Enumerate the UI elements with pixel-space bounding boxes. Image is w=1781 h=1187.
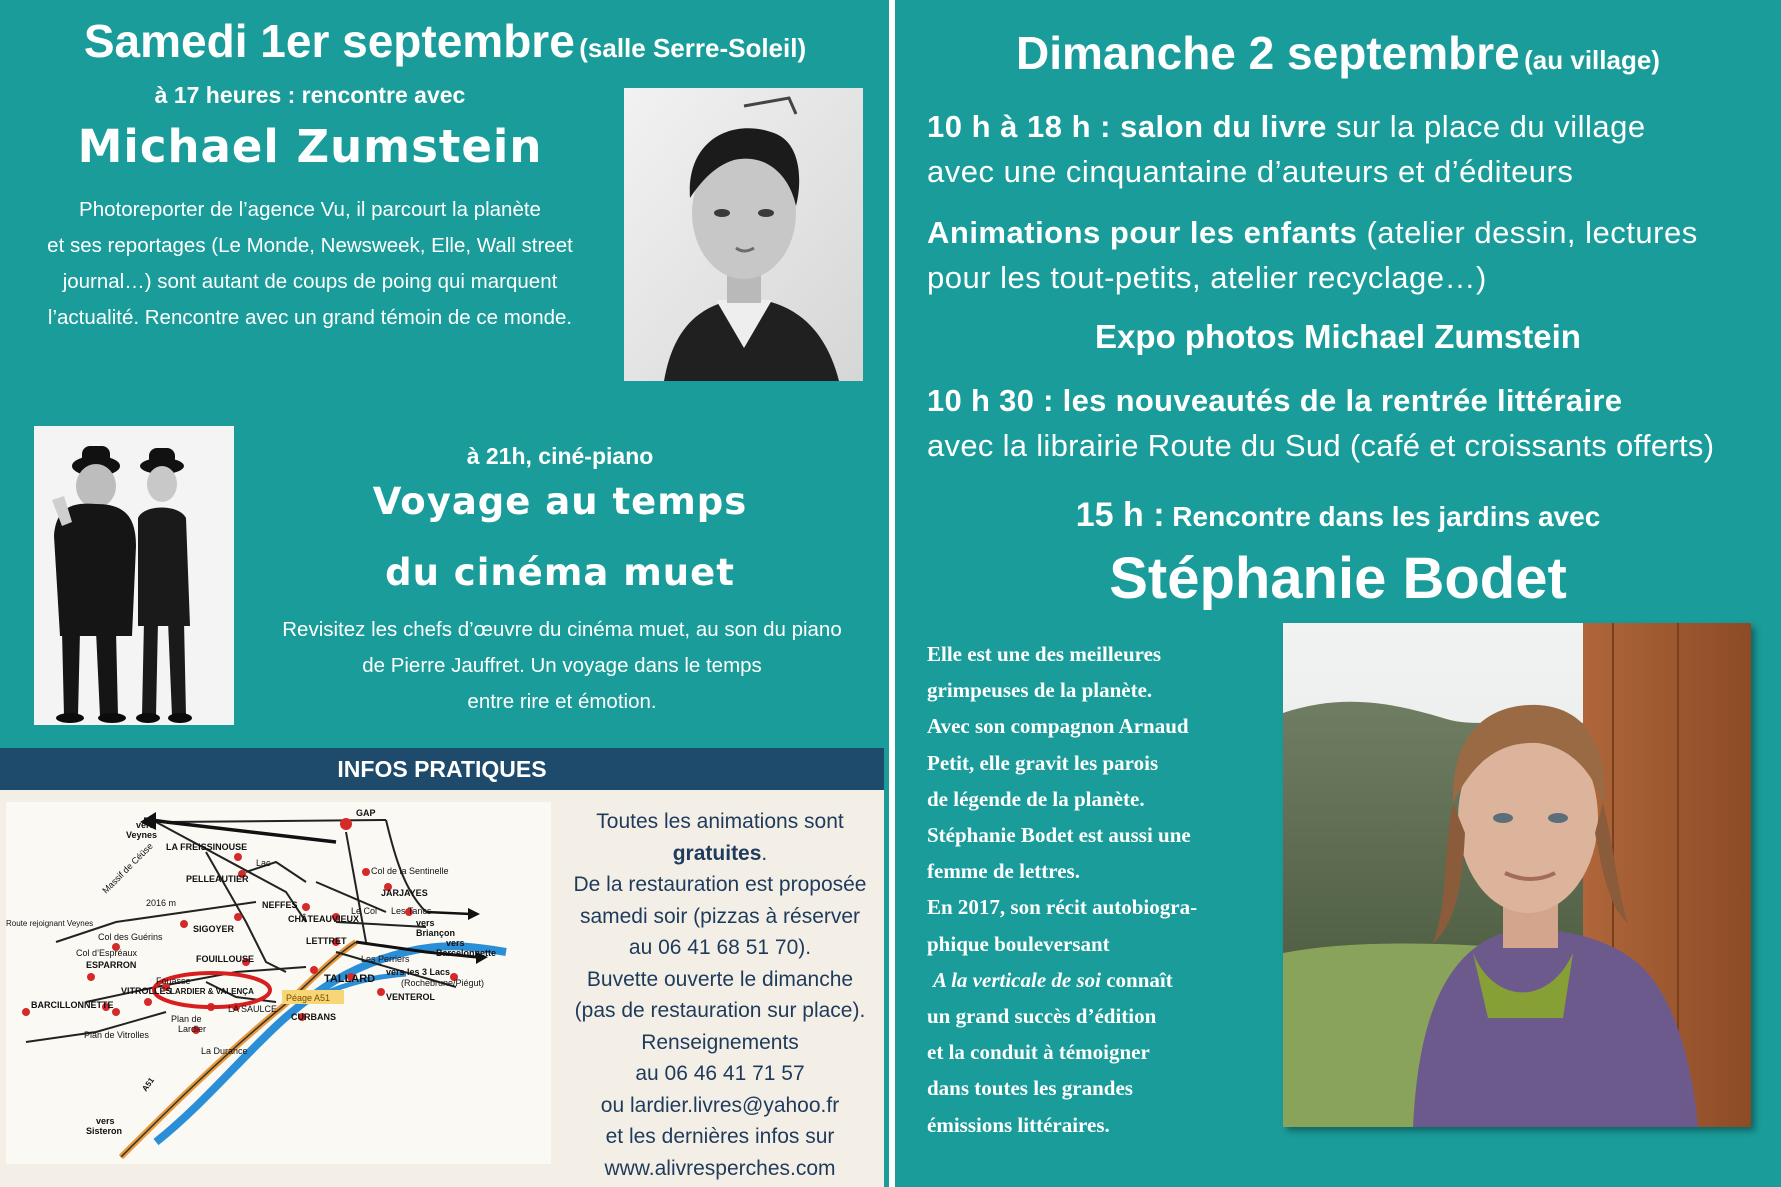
evening-title-line-2: du cinéma muet xyxy=(385,551,735,594)
map-label: Plan de xyxy=(171,1014,202,1024)
map-label: JARJAYES xyxy=(381,888,428,898)
map-label: NEFFES xyxy=(262,900,298,910)
map-label: Les Perriers xyxy=(361,954,410,964)
bio-line: un grand succès d’édition xyxy=(927,1004,1157,1029)
evening-time: à 21h, ciné-piano xyxy=(466,443,654,469)
map-label: BARCILLONNETTE xyxy=(31,1000,114,1010)
salon-line2: avec une cinquantaine d’auteurs et d’éditeurs xyxy=(927,154,1574,189)
bio-line: Stéphanie Bodet est aussi une xyxy=(927,823,1191,848)
map-label: vers les 3 Lacs xyxy=(386,967,451,977)
rentree-line2: avec la librairie Route du Sud (café et croissants offerts) xyxy=(927,428,1715,463)
map-label: GAP xyxy=(356,808,376,818)
map-label: ESPARRON xyxy=(86,960,137,970)
map-label: FOUILLOUSE xyxy=(196,954,254,964)
map-label: (Rochebrune/Piégut) xyxy=(401,978,485,988)
salon-bold: 10 h à 18 h : salon du livre xyxy=(927,109,1327,144)
desc-line: et ses reportages (Le Monde, Newsweek, Elle, Wall street xyxy=(47,234,573,257)
map-label: Lardier xyxy=(178,1024,207,1034)
info-line: De la restauration est proposée xyxy=(573,873,867,896)
map-label: LA SAULCE xyxy=(228,1004,278,1014)
saturday-guest-name: Michael Zumstein xyxy=(77,120,543,173)
meeting-line xyxy=(895,496,1781,535)
map-label: Route rejoignant Veynes xyxy=(6,919,94,928)
salon-rest: sur la place du village xyxy=(1326,109,1646,144)
map-label: Péage A51 xyxy=(286,993,331,1003)
bio-line: femme de lettres. xyxy=(927,859,1080,884)
saturday-time-line: à 17 heures : rencontre avec xyxy=(154,82,466,108)
saturday-venue: (salle Serre-Soleil) xyxy=(579,33,807,63)
map-label: 2016 m xyxy=(146,898,177,908)
info-line: samedi soir (pizzas à réserver xyxy=(579,904,861,928)
bio-line: phique bouleversant xyxy=(927,931,1110,956)
map-label: LARDIER & VALENÇA xyxy=(170,987,254,996)
sunday-venue: (au village) xyxy=(1524,45,1660,75)
access-map xyxy=(6,802,551,1164)
bio-line: Avec son compagnon Arnaud xyxy=(927,714,1189,739)
meeting-rest: Rencontre dans les jardins avec xyxy=(1164,501,1601,532)
info-line: (pas de restauration sur place). xyxy=(574,999,866,1022)
map-label: Col de la Sentinelle xyxy=(371,866,449,876)
map-label: vers xyxy=(136,820,155,830)
bio-line: de légende de la planète. xyxy=(927,786,1145,811)
saturday-title: Samedi 1er septembre xyxy=(83,15,575,67)
map-label: Les Tancs xyxy=(391,906,432,916)
bio-line: émissions littéraires. xyxy=(927,1112,1110,1137)
map-label: Barcelonnette xyxy=(436,948,497,958)
sunday-heading xyxy=(895,26,1781,80)
info-line: Buvette ouverte le dimanche xyxy=(586,967,854,991)
map-label: TALLARD xyxy=(324,973,376,985)
sunday-panel xyxy=(895,0,1781,1187)
map-label: VITROLLES xyxy=(121,986,172,996)
saturday-panel xyxy=(0,0,890,1187)
sunday-guest-name: Stéphanie Bodet xyxy=(1109,546,1567,611)
map-label: Fouasse xyxy=(156,976,191,986)
map-label: vers xyxy=(446,938,465,948)
sunday-title: Dimanche 2 septembre xyxy=(1016,27,1520,79)
desc-line: Revisitez les chefs d’œuvre du cinéma muet, au son du piano xyxy=(282,618,842,641)
bio-line: grimpeuses de la planète. xyxy=(927,678,1153,703)
bio-line: et la conduit à témoigner xyxy=(927,1040,1150,1065)
map-label: SIGOYER xyxy=(193,924,235,934)
desc-line: de Pierre Jauffret. Un voyage dans le temps xyxy=(362,654,762,677)
map-label: Veynes xyxy=(126,830,158,840)
map-label: Plan de Vitrolles xyxy=(84,1030,149,1040)
rentree-bold: 10 h 30 : les nouveautés de la rentrée littéraire xyxy=(927,383,1623,418)
saturday-guest-description xyxy=(0,192,620,336)
info-website[interactable]: www.alivresperches.com xyxy=(604,1156,836,1180)
info-line: au 06 41 68 51 70). xyxy=(628,936,812,959)
bio-line: En 2017, son récit autobiogra- xyxy=(927,895,1198,920)
map-label: LETTRET xyxy=(306,936,347,946)
desc-line: journal…) sont autant de coups de poing qui marquent xyxy=(62,270,558,293)
kids-bold: Animations pour les enfants xyxy=(927,215,1358,250)
info-line-free xyxy=(550,838,890,870)
info-line: Toutes les animations sont xyxy=(596,810,844,833)
map-label: La Durance xyxy=(201,1046,248,1056)
salon-block xyxy=(927,104,1777,194)
map-label: Col des Guérins xyxy=(98,932,163,942)
bio-line: dans toutes les grandes xyxy=(927,1076,1133,1101)
bodet-portrait-photo xyxy=(1283,623,1751,1127)
book-title: A la verticale de soi xyxy=(933,967,1101,992)
map-label: Sisteron xyxy=(86,1126,123,1136)
map-label: CURBANS xyxy=(291,1012,336,1022)
desc-line: Photoreporter de l’agence Vu, il parcourt la planète xyxy=(79,198,541,221)
infos-pratiques-text xyxy=(550,806,890,1184)
bio-line: connaît xyxy=(1100,967,1173,992)
desc-line: entre rire et émotion. xyxy=(467,690,657,713)
map-label: LA FREISSINOUSE xyxy=(166,842,248,852)
evening-description xyxy=(242,612,882,720)
kids-rest: (atelier dessin, lectures xyxy=(1357,215,1698,250)
gratuites-emphasis: gratuites xyxy=(672,841,762,865)
info-period: . xyxy=(761,841,768,865)
map-label: CHÂTEAUVIEUX xyxy=(288,914,360,924)
map-label: vers xyxy=(416,918,435,928)
bodet-bio xyxy=(927,636,1257,1143)
map-label: Massif de Céüse xyxy=(100,840,155,896)
map-label: PELLEAUTIER xyxy=(186,874,249,884)
kids-line2: pour les tout-petits, atelier recyclage…) xyxy=(927,260,1487,295)
saturday-heading xyxy=(0,14,890,68)
bio-line: Petit, elle gravit les parois xyxy=(927,750,1159,775)
info-line: Renseignements xyxy=(641,1030,799,1054)
info-line: et les dernières infos sur xyxy=(605,1125,835,1148)
bio-line: Elle est une des meilleures xyxy=(927,642,1162,666)
map-label: Col d’Espréaux xyxy=(76,948,138,958)
map-label: A51 xyxy=(140,1075,157,1094)
info-line: au 06 46 41 71 57 xyxy=(635,1062,805,1085)
evening-title-line-1: Voyage au temps xyxy=(372,480,748,523)
rentree-block xyxy=(927,378,1777,468)
map-label: VENTEROL xyxy=(386,992,436,1002)
map-label: vers xyxy=(96,1116,115,1126)
map-label: Le Col xyxy=(351,906,378,916)
zumstein-portrait-photo xyxy=(624,88,863,381)
map-label: Briançon xyxy=(416,928,456,938)
infos-pratiques-header: INFOS PRATIQUES xyxy=(0,748,884,790)
meeting-time: 15 h : xyxy=(1075,496,1165,534)
map-label: Lac xyxy=(256,858,271,868)
kids-block xyxy=(927,210,1777,300)
silent-film-comedians-photo xyxy=(34,426,234,725)
expo-photos: Expo photos Michael Zumstein xyxy=(1095,318,1581,355)
desc-line: l’actualité. Rencontre avec un grand témoin de ce monde. xyxy=(47,306,573,329)
info-email[interactable]: ou lardier.livres@yahoo.fr xyxy=(600,1093,840,1117)
